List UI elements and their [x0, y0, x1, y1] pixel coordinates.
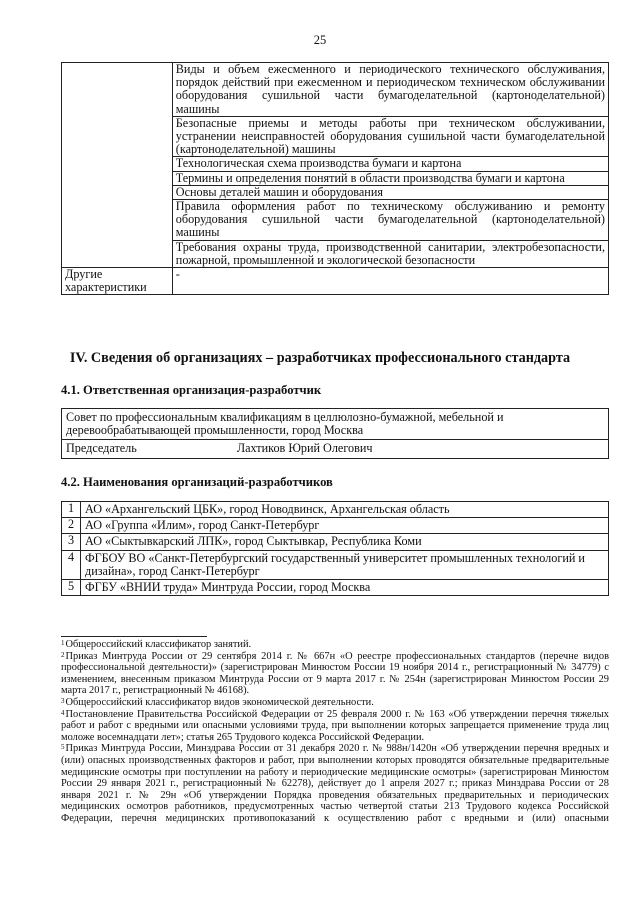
knowledge-item: Безопасные приемы и методы работы при техническом обслуживании, устранении неисправностей оборудования сушильной части бумагоделательной (картоноделательной) машины — [172, 116, 608, 157]
footnote — [61, 651, 609, 697]
row-number: 2 — [62, 518, 81, 534]
footnote-text: Постановление Правительства Российской Федерации от 25 февраля 2000 г. № 163 «Об утверждении перечня тяжелых работ и работ с вредными или опасными условиями труда, при выполнении которых запрещается применение труда лиц моложе восемнадцати лет»; статья 265 Трудового кодекса Российской Федерации. — [61, 708, 609, 743]
footnote — [61, 697, 609, 709]
footnote-number: 5 — [61, 743, 65, 752]
table-row — [62, 440, 609, 458]
knowledge-item: Основы деталей машин и оборудования — [172, 185, 608, 199]
org-name: АО «Группа «Илим», город Санкт-Петербург — [81, 518, 609, 534]
knowledge-item: Термины и определения понятий в области производства бумаги и картона — [172, 171, 608, 185]
chair-name: Лахтиков Юрий Олегович — [236, 441, 373, 456]
developer-orgs-heading: 4.2. Наименования организаций-разработчиков — [61, 475, 333, 489]
footnote-text: Общероссийский классификатор видов экономической деятельности. — [65, 696, 374, 708]
other-characteristics-value: - — [172, 268, 608, 295]
table-row — [62, 580, 609, 596]
developer-orgs-table — [61, 501, 609, 596]
footnote-number: 2 — [61, 650, 65, 659]
knowledge-item: Требования охраны труда, производственной санитарии, электробезопасности, пожарной, промышленной и экологической безопасности — [172, 240, 608, 267]
table-row — [62, 63, 609, 117]
footnote — [61, 743, 609, 824]
footnote-text: Приказ Минтруда России, Минздрава России от 31 декабря 2020 г. № 988н/1420н «Об утверждении перечня вредных и (или) опасных производственных факторов и работ, при выполнении которых проводятся обязательные предварительные медицинские осмотры при поступлении на работу и периодические медицинские осмотры» (зарегистрирован Минюстом России 29 января 2021 г., регистрационный № 62278), действует до 1 апреля 2027 г.; приказ Минздрава России от 28 января 2021 г. № 29н «Об утверждении Порядка проведения обязательных предварительных и периодических медицинских осмотров работников, предусмотренных частью четвертой статьи 213 Трудового кодекса Российской Федерации, перечня медицинских противопоказаний к осуществлению работ с вредными и (или) опасными — [61, 743, 609, 824]
row-number: 3 — [62, 534, 81, 550]
org-name: ФГБОУ ВО «Санкт-Петербургский государственный университет промышленных технологий и дизайна», город Санкт-Петербург — [81, 550, 609, 579]
footnote-text: Приказ Минтруда России от 29 сентября 2014 г. № 667н «О реестре профессиональных стандартов (перечне видов профессиональной деятельности)» (зарегистрирован Минюстом России 19 ноября 2014 г., регистрационный № 34779) с изменением, внесенным приказом Минтруда России от 9 марта 2017 г. № 254н (зарегистрирован Минюстом России 29 марта 2017 г., регистрационный № 46168). — [61, 650, 609, 697]
footnote — [61, 709, 609, 744]
footnote-number: 4 — [61, 708, 65, 717]
table-row — [62, 534, 609, 550]
org-name: ФГБУ «ВНИИ труда» Минтруда России, город Москва — [81, 580, 609, 596]
row-number: 5 — [62, 580, 81, 596]
table-row — [62, 268, 609, 295]
table-row — [62, 502, 609, 518]
footnote-number: 3 — [61, 696, 65, 705]
footnotes — [61, 639, 609, 825]
knowledge-item: Виды и объем ежесменного и периодического технического обслуживания, порядок действий при ежесменном и периодическом техническом обслуживании оборудования сушильной части бумагоделательной (картоноделательной) машины — [172, 63, 608, 117]
knowledge-item: Технологическая схема производства бумаги и картона — [172, 157, 608, 171]
page-number: 25 — [313, 33, 327, 47]
responsible-org-name: Совет по профессиональным квалификациям в целлюлозно-бумажной, мебельной и деревообрабатывающей промышленности, город Москва — [62, 409, 609, 440]
knowledge-table — [61, 62, 609, 295]
org-name: АО «Архангельский ЦБК», город Новодвинск, Архангельская область — [81, 502, 609, 518]
footnote-divider — [61, 636, 207, 637]
row-number: 4 — [62, 550, 81, 579]
row-number: 1 — [62, 502, 81, 518]
knowledge-item: Правила оформления работ по техническому обслуживанию и ремонту оборудования сушильной части бумагоделательной (картоноделательной) машины — [172, 200, 608, 241]
knowledge-label-cell — [62, 63, 173, 268]
responsible-org-table — [61, 408, 609, 459]
responsible-org-heading: 4.1. Ответственная организация-разработчик — [61, 383, 322, 397]
table-row — [62, 518, 609, 534]
table-row — [62, 550, 609, 579]
responsible-org-chair — [62, 440, 609, 458]
table-row — [62, 409, 609, 440]
footnote — [61, 639, 609, 651]
org-name: АО «Сыктывкарский ЛПК», город Сыктывкар, Республика Коми — [81, 534, 609, 550]
footnote-number: 1 — [61, 639, 65, 647]
footnote-text: Общероссийский классификатор занятий. — [65, 639, 252, 650]
section-title: IV. Сведения об организациях – разработчиках профессионального стандарта — [69, 350, 571, 366]
chair-label: Председатель — [66, 441, 137, 456]
other-characteristics-label: Другие характеристики — [62, 268, 173, 295]
